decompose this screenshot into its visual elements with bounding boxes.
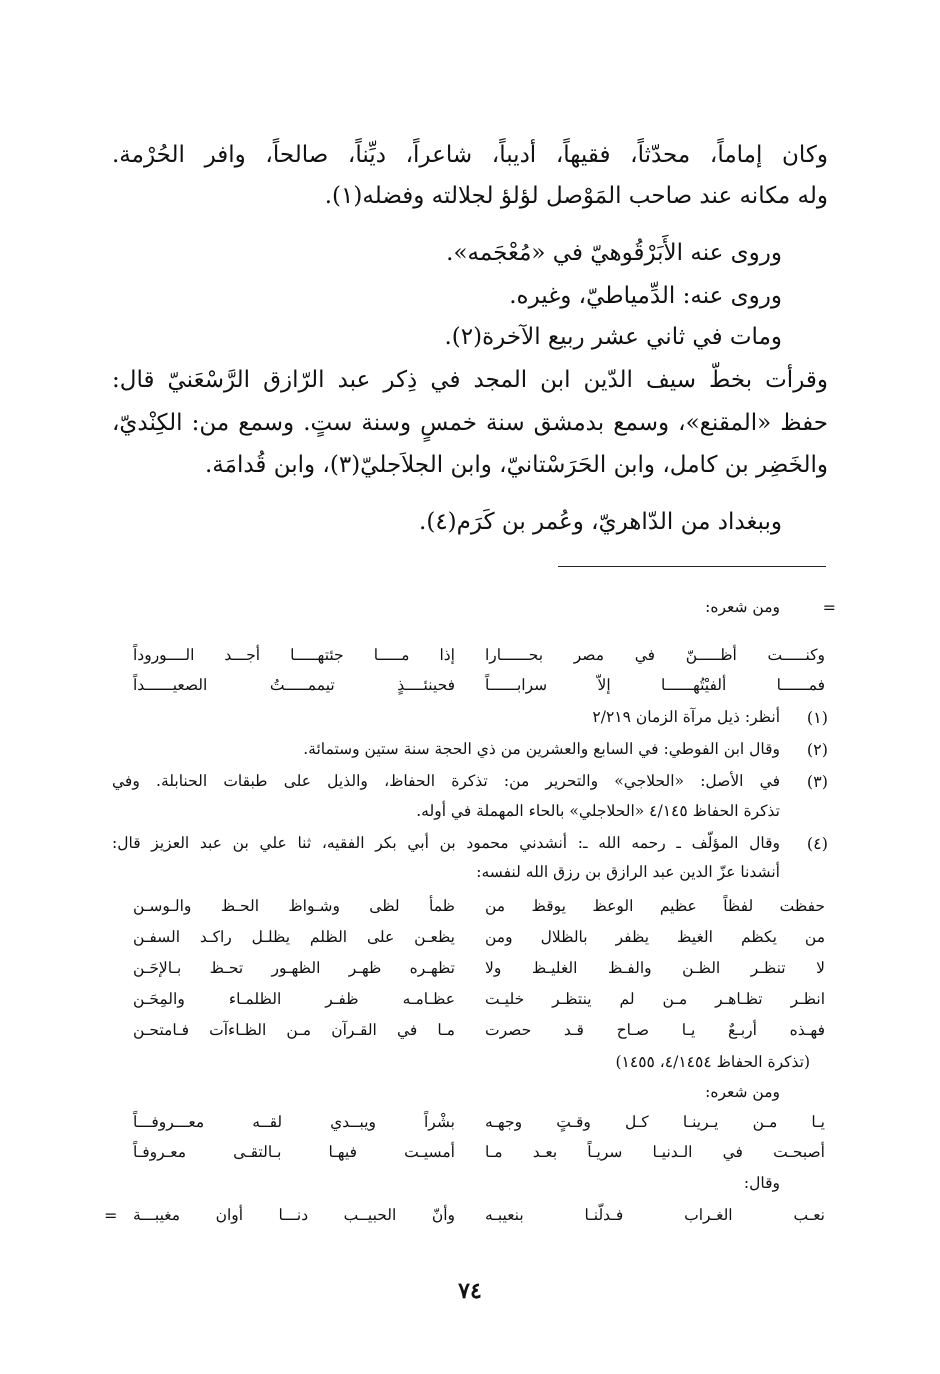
continuation-mark: =	[104, 1206, 118, 1225]
footnote-text: وقال ابن الفوطي: في السابع والعشرين من ذي الحجة سنة ستين وستمائة.	[303, 740, 780, 758]
footnote-number: (٣)	[806, 772, 828, 791]
main-line-7: حفظ «المقنع»، وسمع بدمشق سنة خمسٍ وسنة ستٍ. وسمع من: الكِنْديّ،	[112, 410, 828, 436]
main-line-9: وببغداد من الدّاهريّ، وعُمر بن كَرَم(٤).	[419, 509, 782, 535]
footnote-text: تذكرة الحفاظ ٤/١٤٥ «الحلاجلي» بالحاء المهملة في أوله.	[416, 802, 780, 820]
footnote-text: في الأصل: «الحلاجي» والتحرير من: تذكرة الحفاظ، والذيل على طبقات الحنابلة. وفي	[112, 772, 780, 790]
verse-c2-first: أصبحـت في الـدنيـا سريـاً بعـد مـا	[485, 1143, 825, 1161]
main-line-8: والخَضِر بن كامل، وابن الحَرَسْتانيّ، وابن الجلاَجليّ(٣)، وابن قُدامَة.	[204, 452, 828, 478]
verse-c1-second: بشْراً ويبــدي لقــه معـــروفـــاً	[133, 1113, 455, 1131]
footnote-text: أنشدنا عزّ الدين عبد الرازق بن رزق الله لنفسه:	[476, 863, 780, 881]
verse-c1-first: يـا مـن يـرينـا كـل وقـتٍ وجهـه	[485, 1113, 825, 1131]
verse-a2-second: فحينئــــذٍ تيممـــــتُ الصعيــــــداً	[133, 676, 455, 694]
verse-intro: وقال:	[743, 1174, 780, 1192]
footnote-text: أنظر: ذيل مرآة الزمان ٢/٢١٩	[592, 708, 780, 726]
verse-b3-second: تظهـره ظهـر الظهـور تحـظ بـالإحَـن	[133, 959, 455, 977]
verse-b2-second: يظعـن على الظلم يظلـل راكـد السفـن	[133, 928, 455, 946]
reference-citation: (تذكرة الحفاظ ٤/١٤٥٤، ١٤٥٥)	[615, 1053, 810, 1071]
footnote-number: (٤)	[806, 834, 828, 853]
verse-a1-first: وكنـــــت أظـــــنّ في مصر بحــــــارا	[485, 646, 825, 664]
verse-b3-first: لا تنظـر الظـن والفـظ الغليـظ ولا	[485, 959, 825, 977]
page-number: ٧٤	[458, 1278, 482, 1304]
footnote-separator	[558, 566, 826, 567]
footnote-text: وقال المؤلّف ـ رحمه الله ـ: أنشدني محمود بن أبي بكر الفقيه، ثنا علي بن عبد العزيز قال:	[112, 834, 780, 852]
verse-b5-first: فهـذه أربـعٌ يـا صـاح قـد حصرت	[485, 1021, 825, 1039]
verse-intro: ومن شعره:	[705, 1083, 780, 1101]
main-line-3: وروى عنه الأَبَرْقُوهيّ في «مُعْجَمه».	[446, 240, 782, 266]
verse-b1-second: ظمأ لظى وشـواظ الحـظ والـوسـن	[133, 897, 455, 915]
verse-b4-first: انظـر تظـاهـر مـن لم ينتظـر خليـت	[485, 990, 825, 1008]
continuation-mark: =	[822, 598, 836, 617]
main-line-4: وروى عنه: الدِّمياطيّ، وغيره.	[509, 283, 782, 309]
main-line-5: ومات في ثاني عشر ربيع الآخرة(٢).	[444, 324, 782, 350]
verse-b1-first: حفظت لفظاً عظيم الوعظ يوقظ من	[485, 897, 825, 915]
main-line-2: وله مكانه عند صاحب المَوْصل لؤلؤ لجلالته وفضله(١).	[324, 183, 828, 209]
verse-b2-first: من يكظم الغيظ يظفر بالظلال ومن	[485, 928, 825, 946]
main-line-6: وقرأت بخطّ سيف الدّين ابن المجد في ذِكر عبد الرّازق الرَّسْعَنيّ قال:	[112, 367, 828, 393]
footnote-number: (٢)	[806, 740, 828, 759]
footnote-number: (١)	[806, 708, 828, 727]
verse-a2-first: فمــــــا ألفيْتُهــــــا إلاّ سرابــــــاً	[485, 676, 825, 694]
verse-c2-second: أمسيـت فيهـا بـالتقـى معـروفـاً	[133, 1143, 455, 1161]
verse-b5-second: مـا في القـرآن مـن الظـاءآت فـامتحـن	[133, 1021, 455, 1039]
verse-a1-second: إذا مـــــا جئتهـــــا أجـــد الــــوروداً	[133, 646, 455, 664]
verse-d1-second: وأنّ الحبيــب دنـــا أوان مغيبـــة	[133, 1206, 455, 1224]
verse-d1-first: نعـب الغـراب فـدلّنـا بنعيبـه	[485, 1206, 825, 1224]
footnote-intro: ومن شعره:	[705, 598, 780, 616]
verse-b4-second: عظـامـه ظفـر الظلمـاء والمِحَـن	[133, 990, 455, 1008]
main-line-1: وكان إماماً، محدّثاً، فقيهاً، أديباً، شاعراً، ديِّناً، صالحاً، وافر الحُرْمة.	[112, 142, 828, 168]
